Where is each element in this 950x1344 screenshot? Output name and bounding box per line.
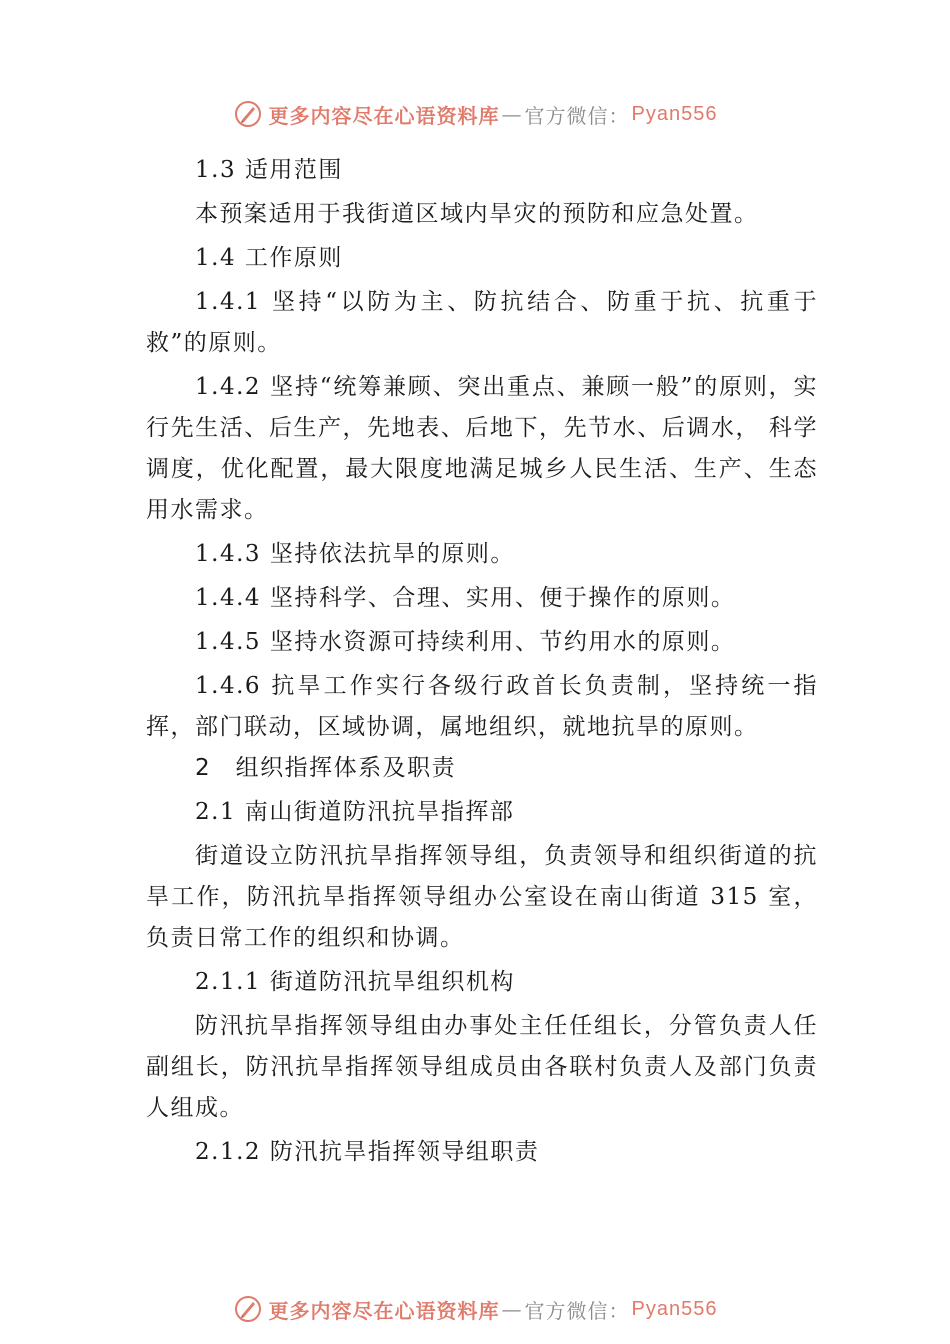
paragraph-1-4-5: 1.4.5 坚持水资源可持续利用、节约用水的原则。 (195, 629, 736, 655)
paragraph-1-4-4: 1.4.4 坚持科学、合理、实用、便于操作的原则。 (195, 585, 736, 611)
paragraph-1-4-6: 1.4.6 抗旱工作实行各级行政首长负责制，坚持统一指挥，部门联动，区域协调，属地组织，就地抗旱的原则。 (146, 673, 818, 740)
watermark-separator: — (501, 1297, 523, 1321)
paragraph-1-4-1: 1.4.1 坚持“以防为主、防抗结合、防重于抗、抗重于救”的原则。 (146, 289, 818, 356)
paragraph-2-1: 街道设立防汛抗旱指挥领导组，负责领导和组织街道的抗旱工作，防汛抗旱指挥领导组办公室设在南山街道 315 室，负责日常工作的组织和协调。 (146, 843, 818, 951)
quill-seal-icon (233, 1294, 263, 1324)
watermark-wechat-id: Pyan556 (631, 102, 718, 125)
section-heading-2-1-2: 2.1.2 防汛抗旱指挥领导组职责 (195, 1139, 540, 1165)
watermark-label: 官方微信： (524, 103, 630, 128)
section-heading-2-1-1: 2.1.1 街道防汛抗旱组织机构 (195, 969, 515, 995)
watermark-separator: — (501, 102, 523, 126)
watermark-brand: 更多内容尽在心语资料库 (268, 103, 500, 128)
section-heading-2-1: 2.1 南山街道防汛抗旱指挥部 (195, 799, 515, 825)
watermark-label: 官方微信： (524, 1298, 630, 1323)
section-heading-1-4: 1.4 工作原则 (195, 245, 343, 271)
section-heading-2: 2 组织指挥体系及职责 (195, 755, 457, 781)
paragraph-1-4-3: 1.4.3 坚持依法抗旱的原则。 (195, 541, 515, 567)
watermark-brand: 更多内容尽在心语资料库 (268, 1298, 500, 1323)
document-body (146, 150, 818, 1173)
watermark-wechat-id: Pyan556 (631, 1297, 718, 1320)
paragraph-1-4-2: 1.4.2 坚持“统筹兼顾、突出重点、兼顾一般”的原则，实行先生活、后生产，先地表、后地下，先节水、后调水， 科学调度，优化配置，最大限度地满足城乡人民生活、生产、生态用水需求。 (146, 374, 818, 523)
paragraph-scope: 本预案适用于我街道区域内旱灾的预防和应急处置。 (195, 201, 759, 227)
footer-watermark (0, 1289, 950, 1329)
header-watermark (0, 94, 950, 134)
section-heading-1-3: 1.3 适用范围 (195, 157, 343, 183)
paragraph-2-1-1: 防汛抗旱指挥领导组由办事处主任任组长，分管负责人任副组长，防汛抗旱指挥领导组成员由各联村负责人及部门负责人组成。 (146, 1013, 818, 1121)
quill-seal-icon (233, 99, 263, 129)
